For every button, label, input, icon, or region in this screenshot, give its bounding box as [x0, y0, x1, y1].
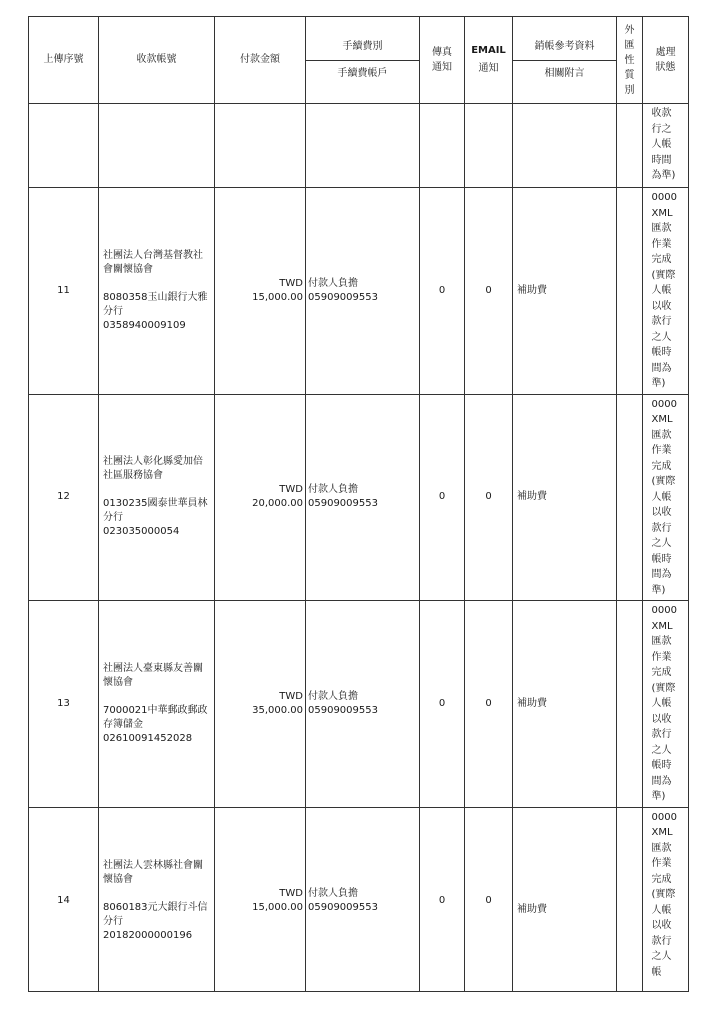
- account-number: 023035000054: [103, 526, 180, 538]
- fee-cell: [306, 188, 420, 395]
- account-name: 社團法人台灣基督教社會關懷協會: [103, 249, 203, 275]
- memo-cell: 補助費: [513, 394, 617, 601]
- bank-branch: 0130235國泰世華員林分行: [103, 498, 208, 524]
- bank-branch: 7000021中華郵政郵政存簿儲金: [103, 704, 208, 730]
- header-account: 收款帳號: [99, 17, 215, 104]
- currency: TWD: [279, 690, 303, 702]
- table-row-continuation: [29, 104, 689, 188]
- header-fee-account: 手續費帳戶: [306, 60, 419, 81]
- amount-value: 20,000.00: [252, 498, 303, 510]
- foreign-cell: [617, 807, 643, 991]
- fee-account: 05909009553: [308, 704, 378, 716]
- memo-cell: 補助費: [513, 188, 617, 395]
- amount-value: 15,000.00: [252, 291, 303, 303]
- header-memo-sub: 相關附言: [513, 60, 616, 81]
- account-name: 社團法人彰化縣愛加倍社區服務協會: [103, 456, 203, 482]
- fee-cell: [306, 807, 420, 991]
- currency: TWD: [279, 484, 303, 496]
- header-memo-label: 銷帳參考資料: [534, 40, 595, 52]
- amount-value: 15,000.00: [252, 902, 303, 913]
- table-row: [29, 394, 689, 601]
- header-fee-type: 手續費別: [342, 40, 383, 52]
- status-cell: [643, 394, 689, 601]
- foreign-cell: [617, 601, 643, 808]
- status-cell: [643, 601, 689, 808]
- status-cell: [643, 104, 689, 188]
- fax-cell: 0: [420, 394, 465, 601]
- account-name: 社團法人臺東縣友善關懷協會: [103, 662, 203, 688]
- status-text: 0000 XML匯款作業完成(實際人帳以收款行之人帳時間為準): [651, 192, 677, 389]
- seq-cell: 13: [29, 601, 99, 808]
- header-foreign: [617, 17, 643, 104]
- bank-branch: 8080358玉山銀行大雅分行: [103, 291, 208, 317]
- header-row: [29, 17, 689, 104]
- table-row: [29, 601, 689, 808]
- header-fee: [306, 17, 420, 104]
- email-cell: 0: [465, 601, 513, 808]
- fee-type: 付款人負擔: [308, 888, 358, 899]
- account-cell: [99, 601, 215, 808]
- status-cell: [643, 807, 689, 991]
- account-number: 20182000000196: [103, 930, 193, 941]
- remittance-table: [28, 16, 689, 992]
- header-email-sub: 通知: [478, 63, 499, 74]
- amount-value: 35,000.00: [252, 704, 303, 716]
- table-row: [29, 807, 689, 991]
- account-name: 社團法人雲林縣社會關懷協會: [103, 860, 203, 885]
- foreign-cell: [617, 394, 643, 601]
- account-number: 0358940009109: [103, 319, 186, 331]
- fee-type: 付款人負擔: [308, 690, 358, 702]
- header-foreign-label: 外匯性質別: [624, 24, 635, 96]
- account-cell: [99, 188, 215, 395]
- memo-cell: 補助費: [513, 807, 617, 991]
- status-cell: [643, 188, 689, 395]
- amount-cell: [215, 394, 306, 601]
- header-email: [465, 17, 513, 104]
- seq-cell: 11: [29, 188, 99, 395]
- table-row: [29, 188, 689, 395]
- amount-cell: [215, 601, 306, 808]
- account-cell: [99, 807, 215, 991]
- status-text: 0000 XML匯款作業完成(實際人帳以收款行之人帳: [651, 811, 677, 978]
- header-amount: 付款金額: [215, 17, 306, 104]
- status-text: 收款行之人帳時間為準): [651, 108, 676, 181]
- header-seq: 上傳序號: [29, 17, 99, 104]
- email-cell: 0: [465, 394, 513, 601]
- email-cell: 0: [465, 807, 513, 991]
- memo-cell: 補助費: [513, 601, 617, 808]
- header-status: [643, 17, 689, 104]
- amount-cell: [215, 807, 306, 991]
- email-cell: 0: [465, 188, 513, 395]
- fee-type: 付款人負擔: [308, 484, 358, 496]
- bank-branch: 8060183元大銀行斗信分行: [103, 902, 208, 927]
- header-fax: [420, 17, 465, 104]
- fax-cell: 0: [420, 807, 465, 991]
- account-number: 02610091452028: [103, 732, 193, 744]
- currency: TWD: [279, 888, 303, 899]
- status-text: 0000 XML匯款作業完成(實際人帳以收款行之人帳時間為準): [651, 398, 677, 596]
- fax-cell: 0: [420, 601, 465, 808]
- fee-account: 05909009553: [308, 902, 378, 913]
- header-fax-label: 傳真通知: [432, 47, 452, 73]
- fax-cell: 0: [420, 188, 465, 395]
- currency: TWD: [279, 277, 303, 289]
- header-status-label: 處理狀態: [655, 47, 676, 73]
- fee-account: 05909009553: [308, 291, 378, 303]
- fee-type: 付款人負擔: [308, 277, 358, 289]
- fee-cell: [306, 394, 420, 601]
- seq-cell: 12: [29, 394, 99, 601]
- fee-account: 05909009553: [308, 498, 378, 510]
- foreign-cell: [617, 188, 643, 395]
- status-text: 0000 XML匯款作業完成(實際人帳以收款行之人帳時間為準): [651, 605, 677, 802]
- amount-cell: [215, 188, 306, 395]
- account-cell: [99, 394, 215, 601]
- header-email-label: EMAIL: [471, 45, 506, 56]
- seq-cell: 14: [29, 807, 99, 991]
- header-memo: [513, 17, 617, 104]
- fee-cell: [306, 601, 420, 808]
